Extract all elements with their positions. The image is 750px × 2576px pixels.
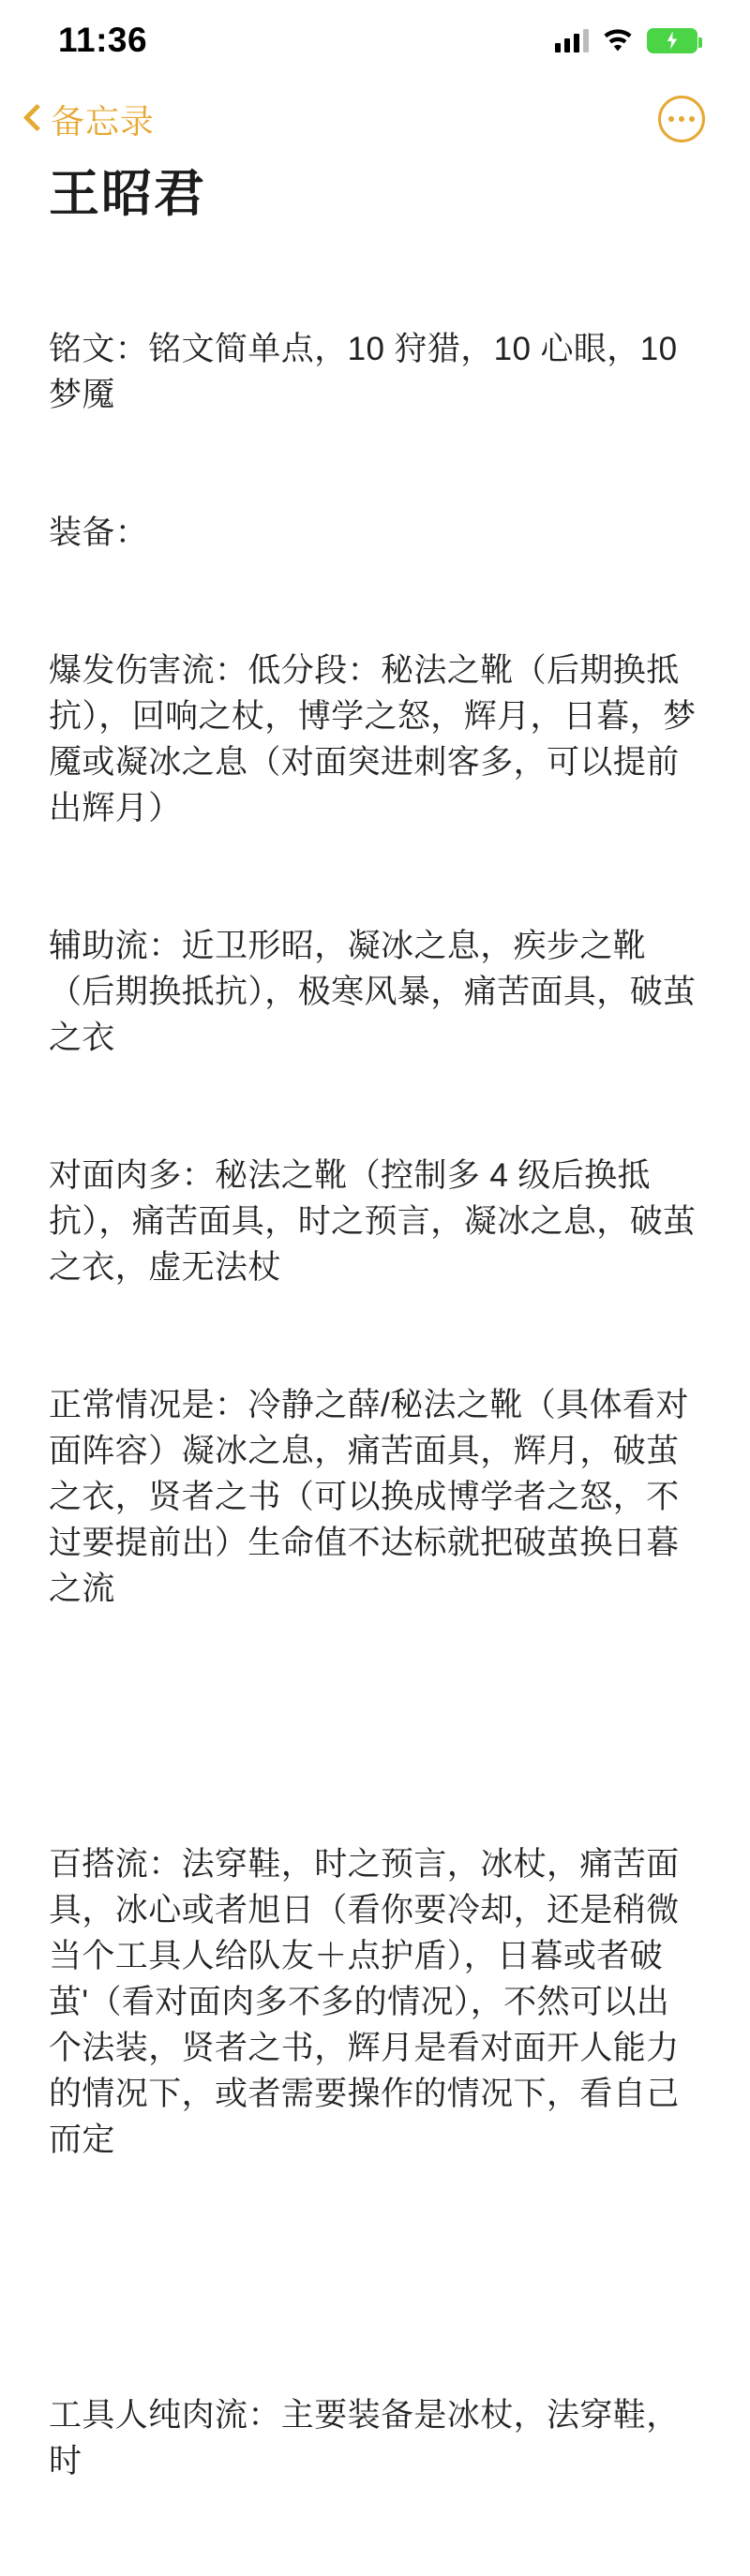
note-body[interactable]: [49, 234, 701, 2576]
paragraph-spacer: [49, 2255, 701, 2301]
note-paragraph: 百搭流：法穿鞋，时之预言，冰杖，痛苦面具，冰心或者旭日（看你要冷却，还是稍微当个工具人给队友＋点护盾），日暮或者破茧'（看对面肉多不多的情况），不然可以出个法装，贤者之书，辉月是看对面开人能力的情况下，或者需要操作的情况下，看自己而定: [49, 1845, 680, 2158]
note-paragraph: 爆发伤害流：低分段：秘法之靴（后期换抵抗），回响之杖，博学之怒，辉月，日暮，梦魇或凝冰之息（对面突进刺客多，可以提前出辉月）: [49, 651, 697, 826]
note-paragraph: 对面肉多：秘法之靴（控制多 4 级后换抵抗），痛苦面具，时之预言，凝冰之息，破茧之衣，虚无法杖: [49, 1156, 697, 1286]
note-content[interactable]: [0, 157, 750, 2576]
note-paragraph: 辅助流：近卫形昭，凝冰之息，疾步之靴（后期换抵抗），极寒风暴，痛苦面具，破茧之衣: [49, 927, 697, 1056]
note-paragraph: 正常情况是：冷静之薛/秘法之靴（具体看对面阵容）凝冰之息，痛苦面具，辉月，破茧之衣，贤者之书（可以换成博学者之怒，不过要提前出）生命值不达标就把破茧换日暮之流: [49, 1386, 689, 1607]
signal-bars-icon: [555, 28, 589, 52]
paragraph-spacer: [49, 1704, 701, 1750]
chevron-left-icon: [21, 100, 45, 138]
back-button[interactable]: [21, 96, 155, 143]
note-paragraph: 工具人纯肉流：主要装备是冰杖，法穿鞋，时: [49, 2396, 680, 2479]
page-title: 王昭君: [49, 166, 206, 222]
note-paragraph: 铭文：铭文简单点，10 狩猎，10 心眼，10 梦魇: [49, 330, 687, 413]
note-paragraph: 装备：: [49, 514, 149, 551]
back-button-label: 备忘录: [51, 101, 156, 141]
status-time: 11:36: [58, 21, 148, 59]
more-circle-icon[interactable]: [658, 96, 705, 142]
wifi-icon: [602, 28, 634, 52]
navigation-bar: [0, 81, 750, 157]
status-bar: [0, 0, 750, 81]
status-indicators: [555, 28, 698, 53]
battery-charging-icon: [647, 28, 698, 53]
